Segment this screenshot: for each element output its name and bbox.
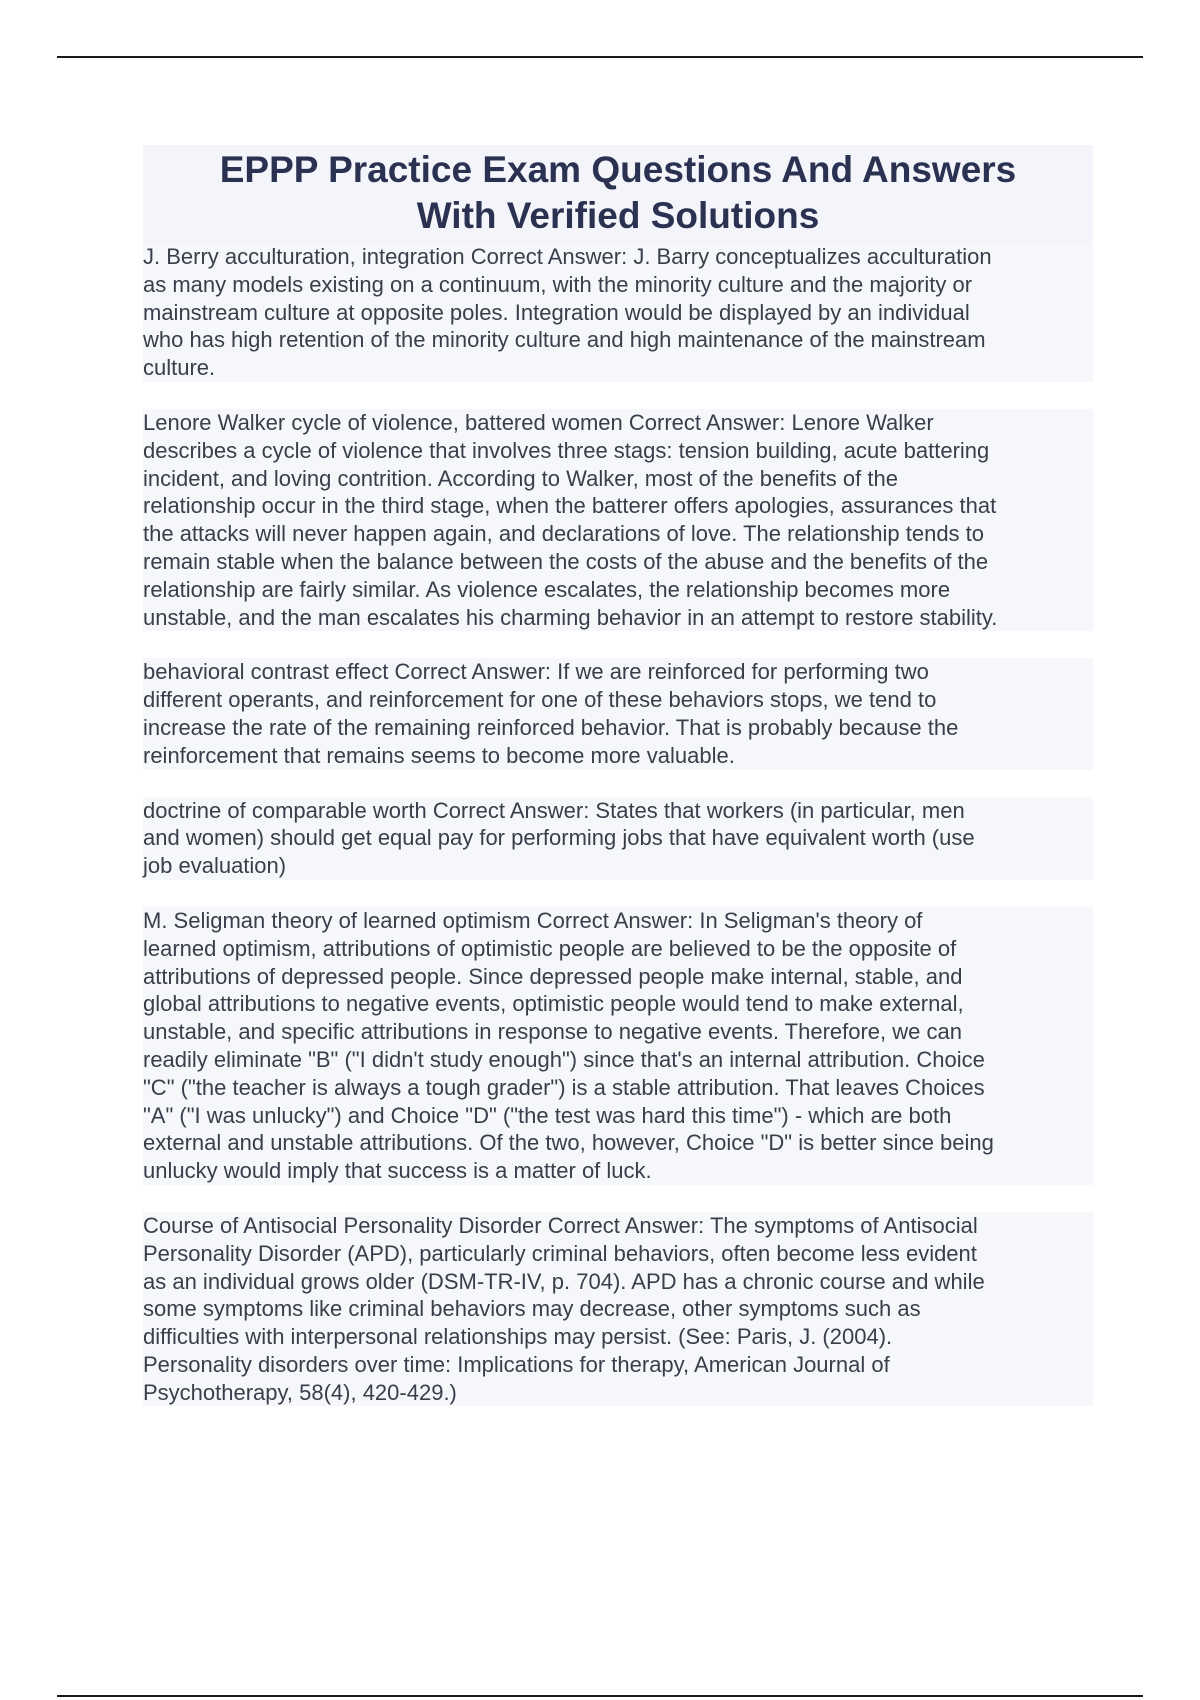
- entry-line: culture.: [143, 355, 216, 381]
- entry-line: reinforcement that remains seems to become more valuable.: [143, 742, 735, 768]
- entry-line: increase the rate of the remaining reinforced behavior. That is probably because the: [143, 714, 959, 740]
- entry-line: external and unstable attributions. Of the two, however, Choice "D" is better since being: [143, 1130, 994, 1156]
- entry-line: behavioral contrast effect Correct Answer: If we are reinforced for performing two: [143, 659, 929, 685]
- entry-line: job evaluation): [143, 853, 287, 879]
- entry-line: learned optimism, attributions of optimistic people are believed to be the opposite of: [143, 935, 957, 961]
- qa-entry-seligman: [143, 907, 1093, 1185]
- entry-line: global attributions to negative events, optimistic people would tend to make external,: [143, 991, 964, 1017]
- title-line-1: EPPP Practice Exam Questions And Answers: [219, 149, 1017, 190]
- entry-line: the attacks will never happen again, and declarations of love. The relationship tends to: [143, 521, 985, 547]
- entry-line: incident, and loving contrition. According to Walker, most of the benefits of the: [143, 465, 898, 491]
- entry-line: doctrine of comparable worth Correct Answer: States that workers (in particular, men: [143, 797, 965, 823]
- entry-line: Course of Antisocial Personality Disorder Correct Answer: The symptoms of Antisocial: [143, 1212, 978, 1238]
- entry-line: "C" ("the teacher is always a tough grader") is a stable attribution. That leaves Choices: [143, 1074, 985, 1100]
- entry-line: who has high retention of the minority culture and high maintenance of the mainstream: [143, 327, 986, 353]
- page-title: [143, 145, 1093, 243]
- entry-line: readily eliminate "B" ("I didn't study enough") since that's an internal attribution. Choice: [143, 1046, 985, 1072]
- document-body: [143, 145, 1093, 1433]
- qa-entry-walker: [143, 409, 1093, 631]
- qa-list: [143, 243, 1093, 1406]
- qa-entry-berry: [143, 243, 1093, 382]
- entry-line: relationship occur in the third stage, when the batterer offers apologies, assurances that: [143, 493, 997, 519]
- qa-entry-antisocial-pd: [143, 1212, 1093, 1407]
- bottom-rule: [57, 1695, 1143, 1697]
- entry-line: unstable, and the man escalates his charming behavior in an attempt to restore stability.: [143, 604, 998, 630]
- entry-line: Personality Disorder (APD), particularly criminal behaviors, often become less evident: [143, 1240, 977, 1266]
- entry-line: M. Seligman theory of learned optimism Correct Answer: In Seligman's theory of: [143, 907, 923, 933]
- entry-line: difficulties with interpersonal relationships may persist. (See: Paris, J. (2004).: [143, 1324, 893, 1350]
- entry-line: Psychotherapy, 58(4), 420-429.): [143, 1379, 457, 1405]
- entry-line: describes a cycle of violence that involves three stags: tension building, acute battering: [143, 437, 990, 463]
- entry-line: attributions of depressed people. Since depressed people make internal, stable, and: [143, 963, 963, 989]
- qa-entry-behavioral-contrast: [143, 658, 1093, 769]
- entry-line: remain stable when the balance between the costs of the abuse and the benefits of the: [143, 548, 989, 574]
- entry-line: mainstream culture at opposite poles. Integration would be displayed by an individual: [143, 299, 970, 325]
- entry-line: different operants, and reinforcement for one of these behaviors stops, we tend to: [143, 687, 937, 713]
- entry-line: unstable, and specific attributions in response to negative events. Therefore, we can: [143, 1019, 962, 1045]
- entry-line: "A" ("I was unlucky") and Choice "D" ("the test was hard this time") - which are both: [143, 1102, 952, 1128]
- entry-line: and women) should get equal pay for performing jobs that have equivalent worth (use: [143, 825, 975, 851]
- entry-line: as many models existing on a continuum, with the minority culture and the majority or: [143, 271, 973, 297]
- entry-line: as an individual grows older (DSM-TR-IV, p. 704). APD has a chronic course and while: [143, 1268, 985, 1294]
- entry-line: Lenore Walker cycle of violence, battered women Correct Answer: Lenore Walker: [143, 409, 934, 435]
- title-line-2: With Verified Solutions: [416, 195, 820, 236]
- entry-line: J. Berry acculturation, integration Correct Answer: J. Barry conceptualizes acculturation: [143, 244, 992, 269]
- top-rule: [57, 56, 1143, 58]
- qa-entry-comparable-worth: [143, 797, 1093, 880]
- entry-line: Personality disorders over time: Implications for therapy, American Journal of: [143, 1351, 890, 1377]
- entry-line: some symptoms like criminal behaviors may decrease, other symptoms such as: [143, 1296, 921, 1322]
- entry-line: unlucky would imply that success is a matter of luck.: [143, 1158, 652, 1184]
- entry-line: relationship are fairly similar. As violence escalates, the relationship becomes more: [143, 576, 951, 602]
